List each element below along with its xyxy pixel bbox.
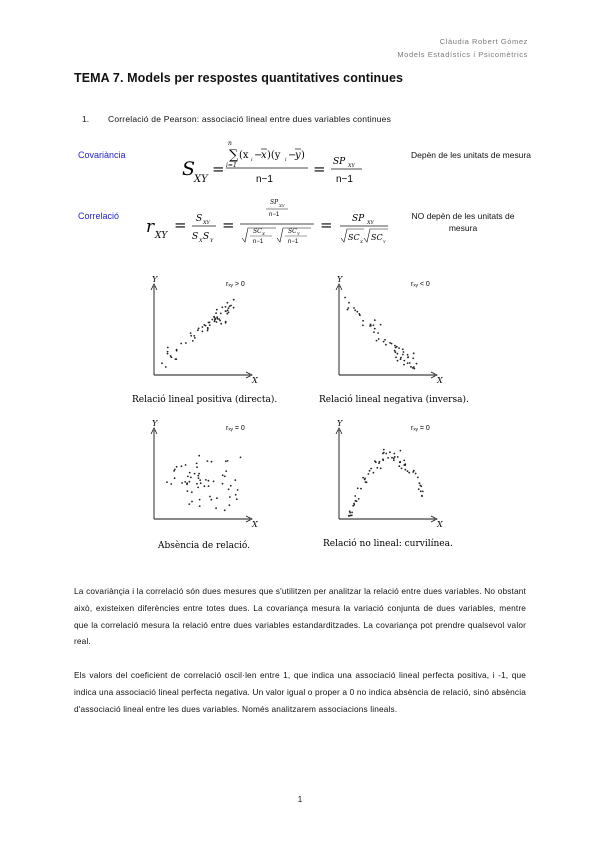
scatter-dot (196, 483, 198, 485)
scatter-dot (213, 316, 215, 318)
scatter-dot (197, 487, 199, 489)
page-title: TEMA 7. Models per respostes quantitatives continues (74, 71, 404, 85)
svg-text:X: X (262, 231, 265, 236)
scatter-dot (420, 485, 422, 487)
plot-condition: rₓᵧ > 0 (226, 281, 245, 288)
scatter-dot (194, 473, 196, 475)
covariance-note: Depèn de les unitats de mesura (410, 150, 532, 160)
paragraph-correlation-range: Els valors del coeficient de correlació oscil·len entre 1, que indica una associació lineal perfecta positiva, i -1, que indica una associació lineal perfecta negativa. Un valor igual o proper a 0 no indica absència de relació, sinó absència d'associació lineal entre les dues variables. Només analitzarem associacions lineals. (74, 670, 526, 714)
scatter-dot (397, 353, 399, 355)
scatter-dot (219, 320, 221, 322)
scatter-dot (167, 353, 169, 355)
scatter-dot (407, 354, 409, 356)
scatter-dot (225, 470, 227, 472)
scatter-dot (410, 366, 412, 368)
header-author: Clàudia Robert Gómez (439, 37, 528, 46)
scatter-dot (417, 477, 419, 479)
svg-text:=: = (222, 216, 235, 234)
scatter-dot (196, 463, 198, 465)
svg-text:SC: SC (348, 233, 360, 242)
svg-text:n−1: n−1 (253, 239, 264, 245)
svg-text:∑: ∑ (229, 148, 239, 163)
scatter-dot (353, 307, 355, 309)
scatter-dot (415, 473, 417, 475)
scatter-dot (208, 480, 210, 482)
scatter-dot (356, 311, 358, 313)
svg-text:n−1: n−1 (256, 174, 273, 185)
scatter-dot (184, 481, 186, 483)
svg-text:S: S (203, 232, 210, 242)
scatter-dot (199, 505, 201, 507)
scatter-dot (384, 339, 386, 341)
scatter-dot (190, 335, 192, 337)
svg-text:i: i (251, 157, 253, 163)
scatter-dot (370, 324, 372, 326)
scatter-dot (170, 483, 172, 485)
scatter-dot (402, 348, 404, 350)
scatter-dot (167, 347, 169, 349)
x-axis-label: X (252, 520, 258, 529)
svg-text:n−1: n−1 (288, 239, 299, 245)
scatter-dot (197, 475, 199, 477)
scatter-dot (395, 351, 397, 353)
scatter-dot (373, 324, 375, 326)
svg-text:X: X (199, 238, 203, 244)
plot-caption: Absència de relació. (158, 541, 251, 551)
scatter-dot (198, 473, 200, 475)
scatter-dot (188, 503, 190, 505)
scatter-dot (174, 477, 176, 479)
scatter-dot (227, 302, 229, 304)
scatter-dot (229, 496, 231, 498)
scatter-dot (216, 497, 218, 499)
scatter-points (161, 299, 235, 368)
scatter-dot (191, 501, 193, 503)
scatter-dot (357, 487, 359, 489)
correlation-note: NO depèn de les unitats de mesura (411, 211, 515, 233)
svg-text:XY: XY (348, 163, 355, 169)
scatter-dot (234, 479, 236, 481)
y-axis-label: Y (337, 419, 343, 428)
plot-condition: rₓᵧ = 0 (226, 425, 245, 432)
scatter-dot (189, 481, 191, 483)
scatter-dot (226, 313, 228, 315)
svg-text:SP: SP (352, 214, 365, 224)
scatter-dot (208, 485, 210, 487)
scatter-dot (215, 507, 217, 509)
scatter-dot (224, 475, 226, 477)
scatter-dot (202, 331, 204, 333)
scatter-points (348, 449, 424, 517)
scatter-dot (368, 473, 370, 475)
scatter-dot (205, 479, 207, 481)
scatter-dot (413, 368, 415, 370)
scatter-dot (373, 331, 375, 333)
svg-text:S: S (182, 158, 196, 180)
y-axis-label: Y (152, 419, 158, 428)
scatter-dot (225, 460, 227, 462)
header-course: Models Estadístics i Psicomètrics (397, 50, 528, 59)
svg-text:XY: XY (367, 220, 374, 226)
scatter-dot (227, 460, 229, 462)
scatter-dot (211, 319, 213, 321)
scatter-dot (354, 309, 356, 311)
svg-text:=: = (212, 160, 225, 178)
svg-text:)(y: )(y (267, 150, 281, 161)
scatter-dot (194, 337, 196, 339)
scatter-dot (209, 496, 211, 498)
scatter-points (166, 455, 241, 511)
scatter-dot (190, 477, 192, 479)
scatter-dot (422, 491, 424, 493)
correlation-formula (142, 192, 392, 254)
scatter-dot (403, 360, 405, 362)
scatter-dot (189, 472, 191, 474)
svg-text:n−1: n−1 (336, 174, 353, 185)
scatter-dot (174, 469, 176, 471)
svg-text:=: = (320, 216, 333, 234)
scatter-dot (352, 505, 354, 507)
scatter-dot (235, 494, 237, 496)
scatter-dot (237, 489, 239, 491)
svg-text:XY: XY (203, 220, 210, 226)
scatter-dot (202, 326, 204, 328)
scatter-dot (397, 456, 399, 458)
scatter-dot (382, 458, 384, 460)
svg-text:SC: SC (371, 233, 383, 242)
svg-text:X: X (360, 239, 363, 244)
scatter-dot (376, 340, 378, 342)
scatter-dot (374, 319, 376, 321)
scatter-dot (180, 343, 182, 345)
scatter-dot (398, 465, 400, 467)
scatter-dot (197, 329, 199, 331)
scatter-dot (209, 324, 211, 326)
svg-text:i: i (285, 157, 287, 163)
scatter-dot (198, 455, 200, 457)
scatter-dot (400, 357, 402, 359)
scatter-dot (354, 495, 356, 497)
scatter-dot (413, 352, 415, 354)
scatter-dot (400, 358, 402, 360)
scatter-dot (228, 307, 230, 309)
scatter-dot (416, 363, 418, 365)
scatter-dot (385, 344, 387, 346)
scatter-dot (387, 457, 389, 459)
scatter-dot (199, 479, 201, 481)
scatter-dot (190, 332, 192, 334)
scatter-dot (362, 477, 364, 479)
scatter-dot (347, 307, 349, 309)
svg-text:): ) (301, 150, 305, 161)
scatter-dot (205, 325, 207, 327)
scatter-dot (391, 457, 393, 459)
scatter-points (344, 297, 417, 370)
plot-caption: Relació lineal negativa (inversa). (319, 395, 469, 405)
scatter-dot (421, 495, 423, 497)
scatter-dot (350, 515, 352, 517)
scatter-dot (376, 467, 378, 469)
scatter-plots-figure (120, 268, 480, 558)
scatter-dot (216, 321, 218, 323)
plot-caption: Relació lineal positiva (directa). (132, 395, 278, 405)
scatter-dot (215, 312, 217, 314)
scatter-dot (217, 318, 219, 320)
scatter-dot (394, 345, 396, 347)
scatter-dot (374, 328, 376, 330)
scatter-dot (378, 338, 380, 340)
scatter-dot (369, 470, 371, 472)
scatter-dot (185, 342, 187, 344)
scatter-dot (347, 309, 349, 311)
scatter-dot (204, 485, 206, 487)
scatter-dot (404, 463, 406, 465)
svg-text:Y: Y (383, 239, 386, 244)
svg-text:SC: SC (253, 228, 262, 235)
scatter-dot (402, 354, 404, 356)
x-axis-label: X (252, 376, 258, 385)
covariance-label: Covariància (78, 150, 126, 160)
scatter-dot (344, 297, 346, 299)
scatter-dot (181, 465, 183, 467)
scatter-dot (216, 309, 218, 311)
correlation-label: Correlació (78, 211, 120, 221)
page-number: 1 (297, 795, 303, 804)
scatter-dot (228, 311, 230, 313)
svg-text:y: y (295, 150, 301, 161)
scatter-dot (403, 351, 405, 353)
plot-negative-correlation (319, 275, 469, 405)
scatter-dot (398, 347, 400, 349)
scatter-dot (420, 490, 422, 492)
scatter-dot (187, 476, 189, 478)
svg-text:=: = (174, 216, 187, 234)
scatter-dot (233, 299, 235, 301)
scatter-dot (207, 330, 209, 332)
scatter-dot (401, 468, 403, 470)
scatter-dot (403, 460, 405, 462)
scatter-dot (380, 468, 382, 470)
scatter-dot (198, 328, 200, 330)
plot-curvilinear (323, 419, 453, 549)
section-number: 1. (82, 114, 90, 124)
scatter-dot (222, 474, 224, 476)
x-axis-label: X (437, 376, 443, 385)
scatter-dot (225, 322, 227, 324)
scatter-dot (216, 316, 218, 318)
scatter-dot (393, 457, 395, 459)
scatter-dot (404, 469, 406, 471)
svg-text:i=1: i=1 (226, 162, 237, 169)
scatter-dot (348, 302, 350, 304)
svg-text:r: r (146, 217, 155, 237)
scatter-dot (236, 498, 238, 500)
y-axis-label: Y (152, 275, 158, 284)
svg-text:S: S (196, 214, 203, 224)
scatter-dot (230, 485, 232, 487)
scatter-dot (378, 462, 380, 464)
scatter-dot (351, 512, 353, 514)
scatter-dot (196, 466, 198, 468)
scatter-dot (395, 356, 397, 358)
scatter-dot (358, 498, 360, 500)
scatter-dot (199, 499, 201, 501)
scatter-dot (348, 515, 350, 517)
svg-text:n−1: n−1 (269, 212, 280, 218)
scatter-dot (181, 482, 183, 484)
scatter-dot (165, 366, 167, 368)
scatter-dot (409, 362, 411, 364)
scatter-dot (366, 481, 368, 483)
svg-text:(x: (x (239, 150, 249, 161)
scatter-dot (222, 483, 224, 485)
scatter-dot (412, 367, 414, 369)
scatter-dot (210, 499, 212, 501)
scatter-dot (375, 461, 377, 463)
scatter-dot (161, 362, 163, 364)
scatter-dot (176, 466, 178, 468)
scatter-dot (207, 460, 209, 462)
scatter-dot (407, 356, 409, 358)
scatter-dot (393, 453, 395, 455)
scatter-dot (360, 488, 362, 490)
scatter-dot (364, 478, 366, 480)
scatter-dot (391, 343, 393, 345)
scatter-dot (370, 468, 372, 470)
scatter-dot (397, 360, 399, 362)
scatter-dot (229, 504, 231, 506)
scatter-dot (207, 328, 209, 330)
scatter-dot (200, 482, 202, 484)
scatter-dot (224, 509, 226, 511)
scatter-dot (383, 449, 385, 451)
plot-caption: Relació no lineal: curvilínea. (323, 539, 453, 549)
scatter-dot (419, 482, 421, 484)
scatter-dot (220, 323, 222, 325)
covariance-formula (176, 136, 376, 192)
scatter-dot (166, 481, 168, 483)
scatter-dot (362, 324, 364, 326)
svg-text:XY: XY (194, 174, 208, 185)
plot-condition: rₓᵧ < 0 (411, 281, 430, 288)
svg-text:SC: SC (288, 228, 297, 235)
scatter-dot (187, 490, 189, 492)
scatter-dot (385, 453, 387, 455)
scatter-dot (175, 358, 177, 360)
scatter-dot (240, 457, 242, 459)
svg-text:=: = (313, 160, 326, 178)
y-axis-label: Y (337, 275, 343, 284)
paragraph-covariance-vs-correlation: La covariànçia i la correlació són dues mesures que s'utilitzen per analitzar la relació entre dues variables. No obstant això, existeixen diferències entre totes dues. La covariança mesura la variació conjunta de dues variables, mentre que la correlació mesura la relació entre dues variables estandarditzades. La covariança pot prendre qualsevol valor real. (74, 586, 526, 647)
scatter-dot (198, 477, 200, 479)
scatter-dot (358, 313, 360, 315)
scatter-dot (399, 461, 401, 463)
svg-text:−: − (254, 150, 263, 161)
scatter-dot (396, 346, 398, 348)
svg-text:XY: XY (155, 231, 168, 241)
scatter-dot (356, 500, 358, 502)
svg-text:−: − (288, 150, 297, 161)
scatter-dot (230, 305, 232, 307)
svg-text:SP: SP (270, 199, 279, 206)
scatter-dot (412, 471, 414, 473)
scatter-dot (403, 364, 405, 366)
plot-no-correlation (151, 419, 258, 551)
scatter-dot (220, 313, 222, 315)
plot-condition: rₓᵧ = 0 (411, 425, 430, 432)
scatter-dot (383, 452, 385, 454)
scatter-dot (383, 341, 385, 343)
scatter-dot (221, 306, 223, 308)
scatter-dot (167, 351, 169, 353)
svg-text:x: x (261, 150, 267, 161)
scatter-dot (400, 450, 402, 452)
scatter-dot (213, 481, 215, 483)
scatter-dot (171, 356, 173, 358)
scatter-dot (407, 470, 409, 472)
plot-positive-correlation (132, 275, 277, 405)
scatter-dot (192, 340, 194, 342)
scatter-dot (407, 362, 409, 364)
scatter-dot (191, 491, 193, 493)
svg-text:Y: Y (210, 238, 214, 244)
scatter-dot (349, 510, 351, 512)
scatter-dot (418, 488, 420, 490)
scatter-dot (225, 310, 227, 312)
scatter-dot (389, 451, 391, 453)
svg-text:S: S (192, 232, 199, 242)
svg-text:SP: SP (333, 157, 346, 167)
scatter-dot (408, 472, 410, 474)
scatter-dot (362, 320, 364, 322)
scatter-dot (227, 309, 229, 311)
scatter-dot (211, 461, 213, 463)
scatter-dot (176, 350, 178, 352)
scatter-dot (377, 332, 379, 334)
scatter-dot (185, 464, 187, 466)
scatter-dot (373, 472, 375, 474)
scatter-dot (380, 324, 382, 326)
x-axis-label: X (437, 520, 443, 529)
scatter-dot (225, 306, 227, 308)
scatter-dot (186, 483, 188, 485)
scatter-dot (209, 322, 211, 324)
scatter-dot (233, 307, 235, 309)
svg-text:n: n (228, 140, 232, 147)
scatter-dot (228, 488, 230, 490)
scatter-dot (412, 357, 414, 359)
scatter-dot (393, 459, 395, 461)
section-title: Correlació de Pearson: associació lineal entre dues variables continues (108, 114, 392, 124)
svg-text:XY: XY (279, 203, 285, 208)
svg-text:Y: Y (297, 231, 300, 236)
scatter-dot (193, 335, 195, 337)
scatter-dot (214, 319, 216, 321)
